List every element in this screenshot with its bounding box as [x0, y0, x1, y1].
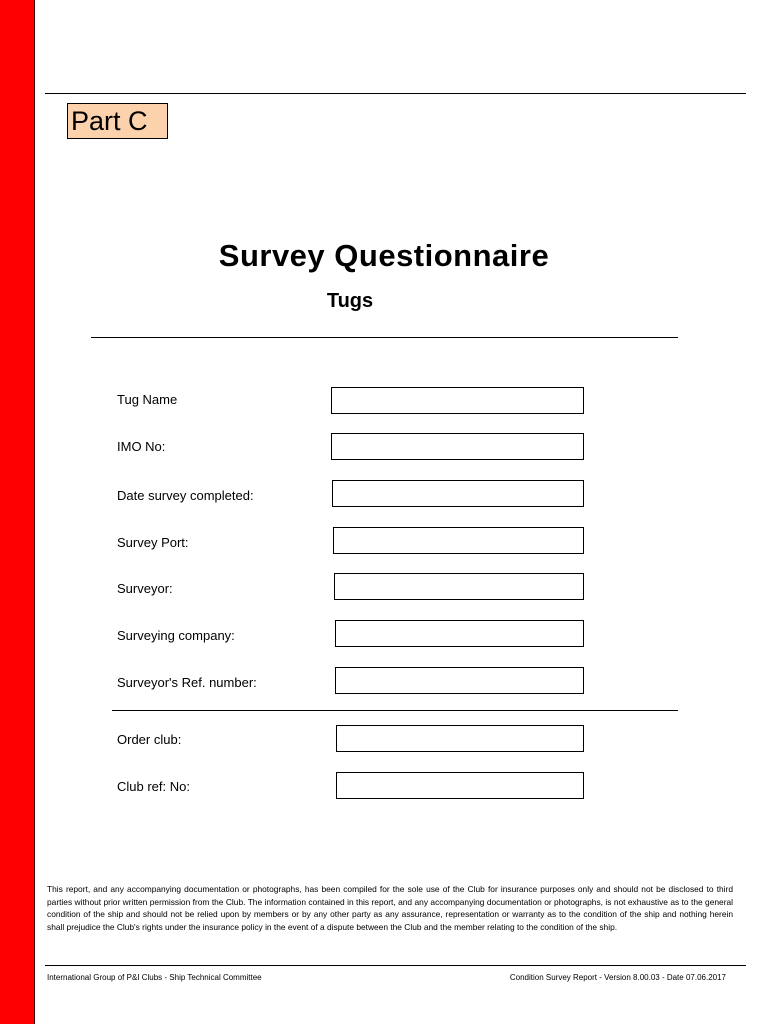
- order-club-label: Order club:: [117, 732, 182, 747]
- surveyor-label: Surveyor:: [117, 581, 173, 596]
- footer-left-text: International Group of P&I Clubs - Ship Technical Committee: [47, 973, 262, 982]
- page-title: Survey Questionnaire: [218, 238, 550, 273]
- date-survey-completed-field[interactable]: [332, 480, 584, 507]
- imo-no-label: IMO No:: [117, 439, 166, 454]
- club-section-rule: [112, 710, 678, 711]
- top-rule: [45, 93, 746, 94]
- surveyor-field[interactable]: [334, 573, 584, 600]
- survey-port-label: Survey Port:: [117, 535, 189, 550]
- imo-no-field[interactable]: [331, 433, 584, 460]
- surveyor-ref-number-field[interactable]: [335, 667, 584, 694]
- surveying-company-field[interactable]: [335, 620, 584, 647]
- red-margin-bar: [0, 0, 34, 1024]
- survey-port-field[interactable]: [333, 527, 584, 554]
- order-club-field[interactable]: [336, 725, 584, 752]
- surveying-company-label: Surveying company:: [117, 628, 235, 643]
- surveyor-ref-number-label: Surveyor's Ref. number:: [117, 675, 257, 690]
- tug-name-label: Tug Name: [117, 392, 178, 407]
- disclaimer-text: This report, and any accompanying documentation or photographs, has been compiled for the sole use of the Club for insurance purposes only and should not be disclosed to third parties without prior written permission from the Club. The information contained in this report, and any accompanying documentation or photographs, is not exhaustive as to the general condition of the ship and should not be relied upon by members or by any other party as any assurance, representation or warranty as to the condition of the ship and nothing herein shall prejudice the Club's rights under the insurance policy in the event of a dispute between the Club and the member relating to the condition of the ship.: [47, 884, 733, 932]
- page-subtitle: Tugs: [326, 290, 374, 312]
- footer-rule: [45, 965, 746, 966]
- footer-right-text: Condition Survey Report - Version 8.00.03 - Date 07.06.2017: [509, 973, 726, 982]
- title-rule: [91, 337, 678, 338]
- part-label: Part C: [67, 103, 168, 139]
- date-survey-completed-label: Date survey completed:: [117, 488, 254, 503]
- club-ref-no-label: Club ref: No:: [117, 779, 190, 794]
- margin-divider: [34, 0, 35, 1024]
- tug-name-field[interactable]: [331, 387, 584, 414]
- club-ref-no-field[interactable]: [336, 772, 584, 799]
